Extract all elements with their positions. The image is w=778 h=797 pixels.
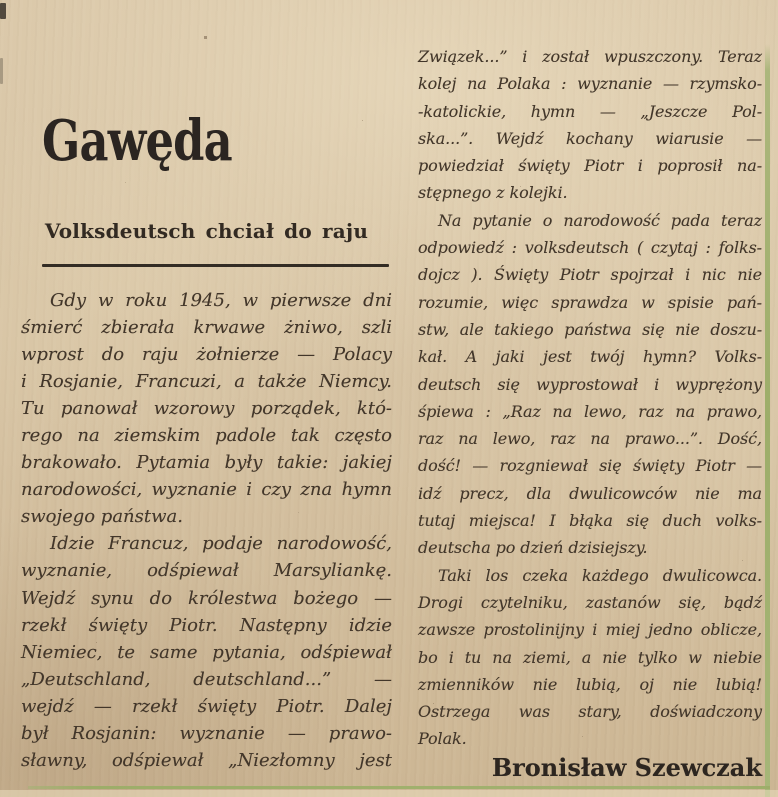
- subtitle-divider: [42, 264, 389, 267]
- text-line: deutsch się wyprostował i wyprężony: [418, 374, 762, 394]
- paragraph: [418, 562, 762, 753]
- text-line: odpowiedź : volksdeutsch ( czytaj : folks-: [418, 238, 762, 258]
- green-edge-rule-vertical: [765, 44, 770, 797]
- paragraph: [21, 287, 392, 530]
- text-line: śpiewa : „Raz na lewo, raz na prawo,: [418, 401, 762, 421]
- text-line: był Rosjanin: wyznanie — prawo-: [21, 722, 392, 744]
- text-line: dojcz ). Święty Piotr spojrzał i nic nie: [418, 265, 762, 285]
- text-line: stępnego z kolejki.: [418, 183, 568, 203]
- text-line: Ostrzega was stary, doświadczony: [418, 702, 762, 722]
- text-line: Gdy w roku 1945, w pierwsze dni: [50, 290, 392, 311]
- text-line: deutscha po dzień dzisiejszy.: [418, 538, 648, 558]
- text-line: Taki los czeka każdego dwulicowca.: [438, 565, 762, 585]
- text-line: Na pytanie o narodowość pada teraz: [438, 210, 762, 230]
- text-line: „Deutschland, deutschland...” —: [21, 668, 392, 690]
- paper-margin-strip: [0, 790, 778, 797]
- text-line: swojego państwa.: [21, 506, 183, 528]
- text-line: Polak.: [418, 729, 467, 749]
- paragraph: [418, 207, 762, 562]
- text-line: -katolickie, hymn — „Jeszcze Pol-: [418, 101, 762, 121]
- text-line: narodowości, wyznanie i czy zna hymn: [21, 479, 392, 501]
- text-line: wprost do raju żołnierze — Polacy: [21, 344, 392, 366]
- scan-artifact: [0, 3, 6, 19]
- scan-artifact: [0, 58, 3, 84]
- text-line: rozumie, więc sprawdza w spisie pań-: [418, 292, 762, 312]
- left-column: [21, 287, 392, 774]
- text-line: i Rosjanie, Francuzi, a także Niemcy.: [21, 371, 392, 393]
- text-line: tutaj miejsca! I błąka się duch volks-: [418, 511, 762, 531]
- text-line: kał. A jaki jest twój hymn? Volks-: [418, 347, 762, 367]
- green-bottom-rule: [28, 786, 770, 789]
- text-line: zawsze prostolinijny i miej jedno oblicze,: [418, 620, 762, 640]
- text-line: idź precz, dla dwulicowców nie ma: [418, 483, 762, 503]
- text-line: stw, ale takiego państwa się nie doszu-: [418, 319, 762, 339]
- text-line: kolej na Polaka : wyznanie — rzymsko-: [418, 74, 762, 94]
- paper-specks: [0, 0, 1, 1]
- text-line: dość! — rozgniewał się święty Piotr —: [418, 456, 762, 476]
- text-line: Wejdź synu do królestwa bożego —: [21, 587, 392, 609]
- text-line: Niemiec, te same pytania, odśpiewał: [21, 641, 392, 663]
- text-line: bo i tu na ziemi, a nie tylko w niebie: [418, 647, 762, 667]
- article-title: Gawęda: [42, 108, 232, 174]
- text-line: wejdź — rzekł święty Piotr. Dalej: [21, 695, 392, 717]
- text-line: Związek...” i został wpuszczony. Teraz: [418, 47, 762, 66]
- right-column: [418, 43, 762, 782]
- text-line: rzekł święty Piotr. Następny idzie: [21, 614, 392, 636]
- text-line: rego na ziemskim padole tak często: [21, 425, 392, 447]
- text-line: Drogi czytelniku, zastanów się, bądź: [418, 592, 762, 612]
- article-subtitle: Volksdeutsch chciał do raju: [44, 219, 369, 243]
- text-line: powiedział święty Piotr i poprosił na-: [418, 156, 762, 176]
- paragraph: [21, 530, 392, 773]
- text-line: ska...”. Wejdź kochany wiarusie —: [418, 128, 762, 148]
- text-line: Tu panował wzorowy porządek, któ-: [21, 398, 392, 420]
- text-line: raz na lewo, raz na prawo...”. Dość,: [418, 429, 762, 449]
- article-byline: Bronisław Szewczak: [491, 752, 762, 782]
- text-line: zmienników nie lubią, oj nie lubią!: [418, 674, 762, 694]
- text-line: sławny, odśpiewał „Niezłomny jest: [21, 749, 392, 771]
- text-line: śmierć zbierała krwawe żniwo, szli: [21, 317, 392, 339]
- text-line: Idzie Francuz, podaje narodowość,: [50, 533, 392, 555]
- text-line: wyznanie, odśpiewał Marsyliankę.: [21, 560, 392, 582]
- paragraph: [418, 43, 762, 207]
- text-line: brakowało. Pytamia były takie: jakiej: [21, 452, 392, 474]
